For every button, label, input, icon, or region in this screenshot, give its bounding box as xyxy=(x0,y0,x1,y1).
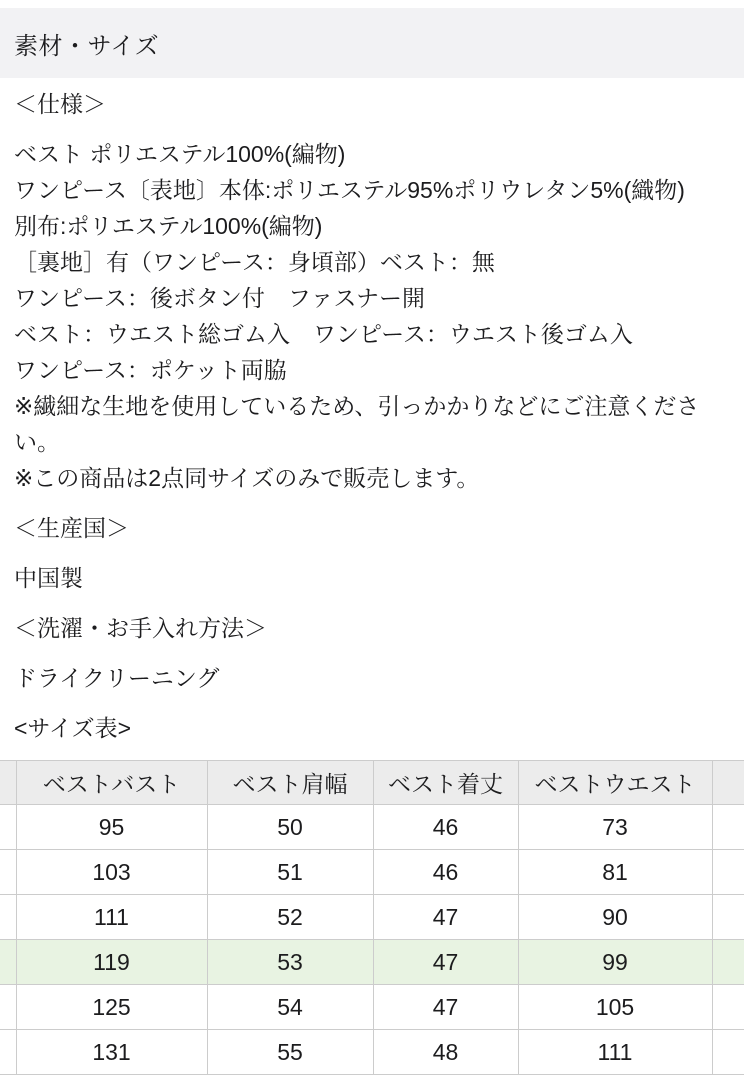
table-edge-cell xyxy=(0,850,16,895)
spec-line: 別布:ポリエステル100%(編物) xyxy=(14,213,323,239)
country-heading: ＜生産国＞ xyxy=(14,515,129,541)
size-cell: 81 xyxy=(518,850,712,895)
size-cell: 52 xyxy=(207,895,373,940)
size-cell: 46 xyxy=(373,805,518,850)
size-cell: 103 xyxy=(16,850,207,895)
table-edge-cell xyxy=(0,940,16,985)
size-column-header: ベスト肩幅 xyxy=(207,761,373,805)
material-size-section xyxy=(0,8,744,1075)
size-cell: 47 xyxy=(373,895,518,940)
table-edge-cell xyxy=(712,895,744,940)
spec-line: ワンピース：ポケット両脇 xyxy=(14,357,287,383)
size-table-row xyxy=(0,850,744,895)
spec-line: ベスト ポリエステル100%(編物) xyxy=(14,141,346,167)
material-size-content xyxy=(0,86,744,746)
table-edge-cell xyxy=(712,940,744,985)
size-cell: 50 xyxy=(207,805,373,850)
table-edge-cell xyxy=(712,805,744,850)
spec-line: ［裏地］有（ワンピース：身頃部）ベスト：無 xyxy=(14,249,495,275)
spec-line: ※この商品は2点同サイズのみで販売します。 xyxy=(14,465,480,491)
size-cell: 54 xyxy=(207,985,373,1030)
size-table xyxy=(0,760,744,1075)
care-heading: ＜洗濯・お手入れ方法＞ xyxy=(14,615,267,641)
section-header-bar xyxy=(0,8,744,78)
table-edge-cell xyxy=(0,895,16,940)
size-cell: 119 xyxy=(16,940,207,985)
size-cell: 125 xyxy=(16,985,207,1030)
spec-heading: ＜仕様＞ xyxy=(14,91,106,117)
size-cell: 99 xyxy=(518,940,712,985)
size-table-row xyxy=(0,895,744,940)
size-cell: 47 xyxy=(373,940,518,985)
section-title: 素材・サイズ xyxy=(14,32,160,60)
size-table-row xyxy=(0,805,744,850)
country-value: 中国製 xyxy=(14,565,83,591)
spec-line: ワンピース〔表地〕本体:ポリエステル95%ポリウレタン5%(織物) xyxy=(14,177,685,203)
care-value: ドライクリーニング xyxy=(14,665,220,691)
size-table-row xyxy=(0,985,744,1030)
size-cell: 73 xyxy=(518,805,712,850)
size-cell: 105 xyxy=(518,985,712,1030)
size-column-header: ベスト着丈 xyxy=(373,761,518,805)
size-table-row xyxy=(0,940,744,985)
table-edge-cell xyxy=(712,1030,744,1075)
size-table-header-row xyxy=(0,761,744,805)
size-column-header: ベストバスト xyxy=(16,761,207,805)
size-cell: 48 xyxy=(373,1030,518,1075)
size-table-scroll-area[interactable] xyxy=(0,760,744,1075)
spec-line: ベスト：ウエスト総ゴム入 ワンピース：ウエスト後ゴム入 xyxy=(14,321,633,347)
table-edge-cell xyxy=(712,850,744,895)
size-table-row xyxy=(0,1030,744,1075)
table-edge-cell xyxy=(712,985,744,1030)
size-table-heading: <サイズ表> xyxy=(14,715,132,741)
size-cell: 53 xyxy=(207,940,373,985)
spec-text-block xyxy=(14,136,730,496)
table-edge-cell xyxy=(712,761,744,805)
size-cell: 90 xyxy=(518,895,712,940)
table-edge-cell xyxy=(0,985,16,1030)
table-edge-cell xyxy=(0,761,16,805)
size-cell: 131 xyxy=(16,1030,207,1075)
size-cell: 51 xyxy=(207,850,373,895)
size-cell: 55 xyxy=(207,1030,373,1075)
size-cell: 46 xyxy=(373,850,518,895)
size-column-header: ベストウエスト xyxy=(518,761,712,805)
size-cell: 47 xyxy=(373,985,518,1030)
table-edge-cell xyxy=(0,1030,16,1075)
size-cell: 111 xyxy=(518,1030,712,1075)
spec-line: ※繊細な生地を使用しているため、引っかかりなどにご注意ください。 xyxy=(14,393,700,455)
size-cell: 95 xyxy=(16,805,207,850)
size-cell: 111 xyxy=(16,895,207,940)
spec-line: ワンピース：後ボタン付 ファスナー開 xyxy=(14,285,426,311)
table-edge-cell xyxy=(0,805,16,850)
